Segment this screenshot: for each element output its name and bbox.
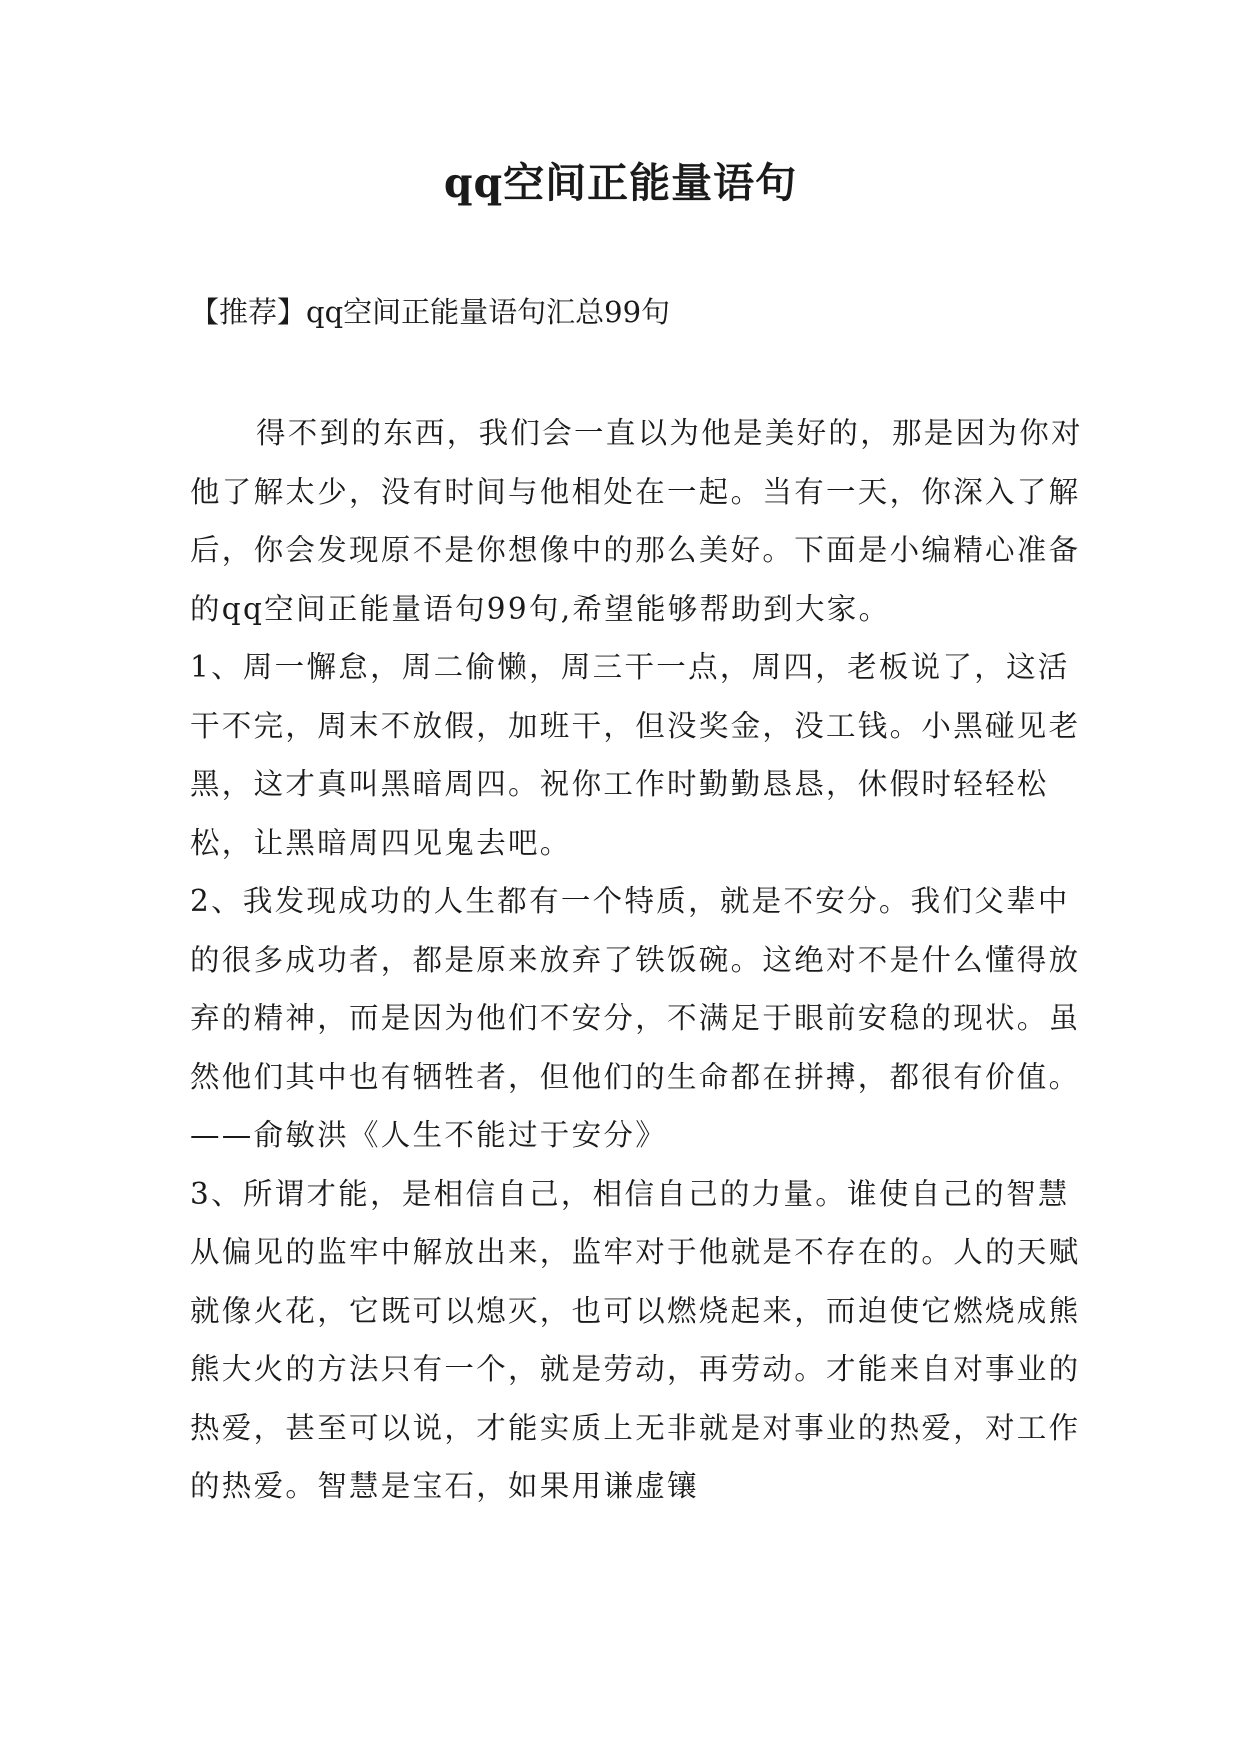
document-subtitle: 【推荐】qq空间正能量语句汇总99句	[190, 295, 671, 329]
quote-item-3: 3、所谓才能，是相信自己，相信自己的力量。谁使自己的智慧从偏见的监牢中解放出来，监牢对于他就是不存在的。人的天赋就像火花，它既可以熄灭，也可以燃烧起来，而迫使它燃烧成熊熊大火的方法只有一个，就是劳动，再劳动。才能来自对事业的热爱，甚至可以说，才能实质上无非就是对事业的热爱，对工作的热爱。智慧是宝石，如果用谦虚镶	[190, 1176, 1081, 1503]
document-body	[190, 404, 1090, 1516]
intro-paragraph: 得不到的东西，我们会一直以为他是美好的，那是因为你对他了解太少，没有时间与他相处在一起。当有一天，你深入了解后，你会发现原不是你想像中的那么美好。下面是小编精心准备的qq空间正能量语句99句,希望能够帮助到大家。	[190, 416, 1083, 626]
document-title: qq空间正能量语句	[443, 159, 798, 207]
quote-item-1: 1、周一懈怠，周二偷懒，周三干一点，周四，老板说了，这活干不完，周末不放假，加班干，但没奖金，没工钱。小黑碰见老黑，这才真叫黑暗周四。祝你工作时勤勤恳恳，休假时轻轻松松，让黑暗周四见鬼去吧。	[190, 650, 1081, 860]
quote-item-2: 2、我发现成功的人生都有一个特质，就是不安分。我们父辈中的很多成功者，都是原来放弃了铁饭碗。这绝对不是什么懂得放弃的精神，而是因为他们不安分，不满足于眼前安稳的现状。虽然他们其中也有牺牲者，但他们的生命都在拼搏，都很有价值。——俞敏洪《人生不能过于安分》	[190, 884, 1081, 1152]
